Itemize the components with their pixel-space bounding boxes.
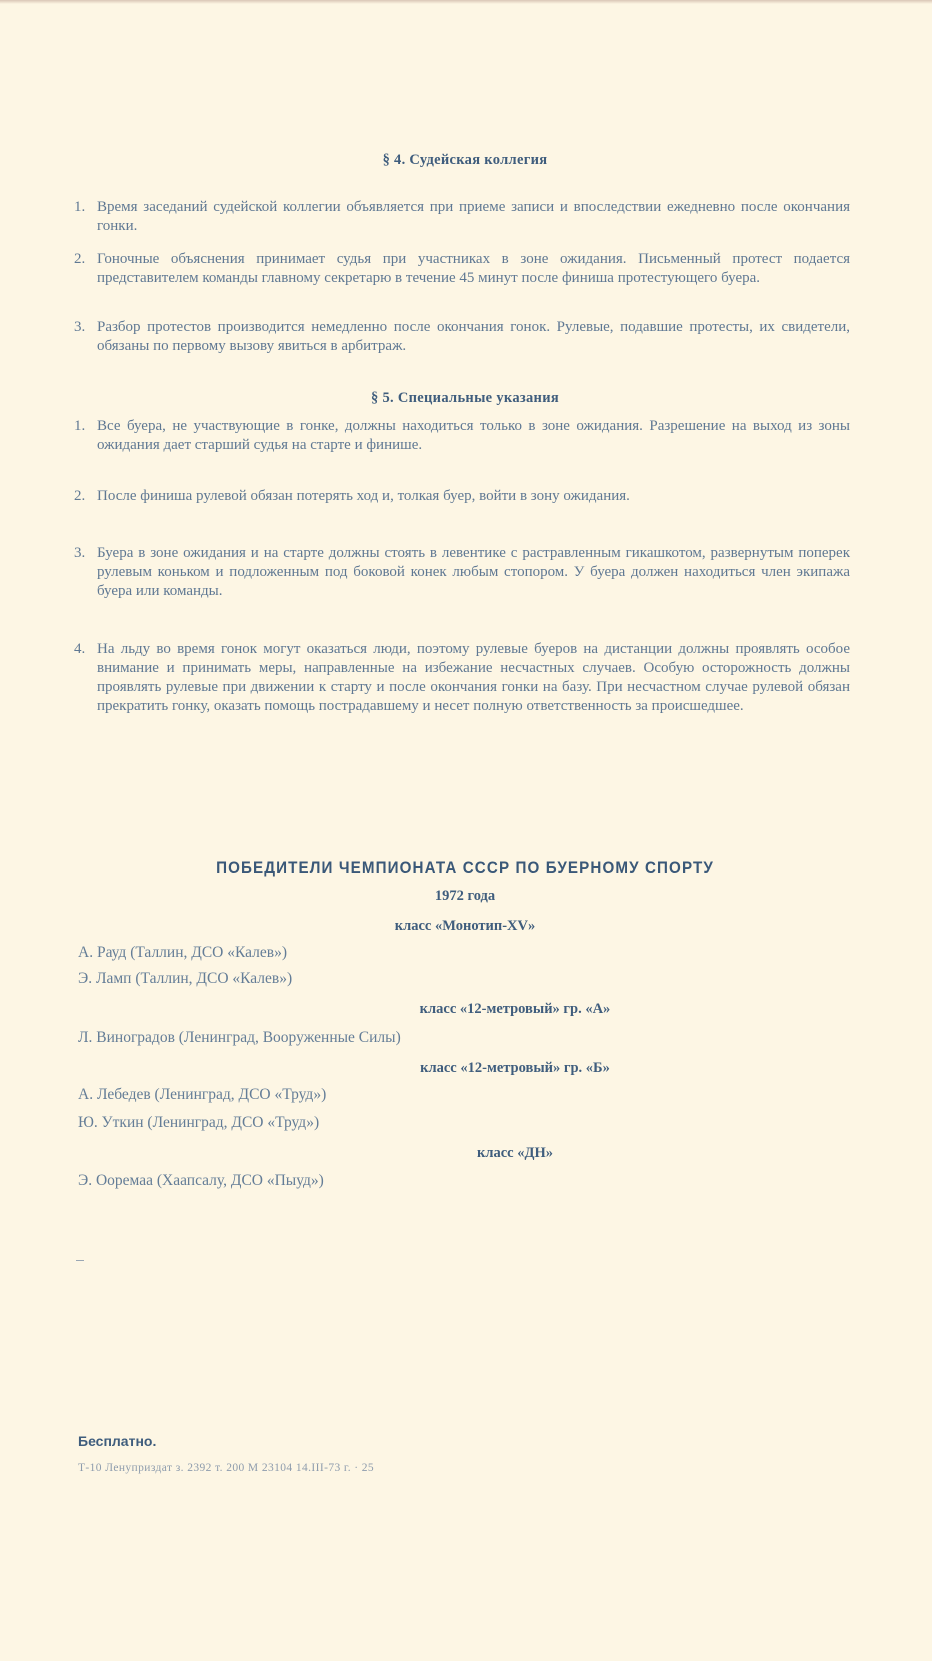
winner-name: Л. Виноградов (Ленинград, Вооруженные Силы) [78,1029,401,1046]
section-4-item-3 [74,318,850,356]
winner-name: А. Лебедев (Ленинград, ДСО «Труд») [78,1086,327,1103]
item-text: Буера в зоне ожидания и на старте должны стоять в левентике с растравленным гикашкотом, развернутым поперек рулевым коньком и подложенным под боковой конек любым стопором. У буера должен находиться член экипажа буера или команды. [97,545,850,599]
winners-title: ПОБЕДИТЕЛИ ЧЕМПИОНАТА СССР ПО БУЕРНОМУ СПОРТУ [216,859,714,877]
imprint-line: Т-10 Ленуприздат з. 2392 т. 200 М 23104 14.III-73 г. · 25 [78,1462,375,1474]
item-number: 1. [74,199,86,215]
winner-name: А. Рауд (Таллин, ДСО «Калев») [78,944,287,961]
item-number: 2. [74,488,86,504]
section-5-heading: § 5. Специальные указания [370,390,560,406]
item-number: 3. [74,545,86,561]
stray-mark [76,1260,84,1261]
item-number: 2. [74,251,86,267]
item-text: Разбор протестов производится немедленно после окончания гонок. Рулевые, подавшие протесты, их свидетели, обязаны по первому вызову явиться в арбитраж. [97,319,850,354]
section-4-item-1 [74,198,850,236]
item-number: 4. [74,641,86,657]
winners-year: 1972 года [434,888,496,904]
winner-name: Э. Ламп (Таллин, ДСО «Калев») [78,970,293,987]
item-text: После финиша рулевой обязан потерять ход и, толкая буер, войти в зону ожидания. [97,488,630,504]
item-number: 3. [74,319,86,335]
section-5-item-1 [74,417,850,455]
item-text: На льду во время гонок могут оказаться люди, поэтому рулевые буеров на дистанции должны проявлять особое внимание и принимать меры, направленные на избежание несчастных случаев. Особую осторожность должны проявлять рулевые при движении к старту и после окончания гонки на базу. При несчастном случае рулевой обязан прекратить гонку, оказать помощь пострадавшему и несет полную ответственность за происшедшее. [97,641,850,714]
item-text: Гоночные объяснения принимает судья при участниках в зоне ожидания. Письменный протест подается представителем команды главному секретарю в течение 45 минут после финиша протестующего буера. [97,251,850,286]
item-text: Все буера, не участвующие в гонке, должны находиться только в зоне ожидания. Разрешение на выход из зоны ожидания дает старший судья на старте и финише. [97,418,850,453]
winner-name: Ю. Уткин (Ленинград, ДСО «Труд») [78,1114,320,1131]
item-number: 1. [74,418,86,434]
price-note: Бесплатно. [78,1433,157,1449]
winner-name: Э. Ооремаа (Хаапсалу, ДСО «Пыуд») [78,1172,324,1189]
class-label-12m-b: класс «12-метровый» гр. «Б» [420,1060,610,1076]
section-4-item-2 [74,250,850,288]
section-5-item-2 [74,487,850,506]
page-top-edge [0,0,932,4]
class-label-monotype: класс «Монотип-XV» [394,918,536,934]
class-label-12m-a: класс «12-метровый» гр. «А» [419,1001,611,1017]
item-text: Время заседаний судейской коллегии объявляется при приеме записи и впоследствии ежедневно после окончания гонки. [97,199,850,234]
section-4-heading: § 4. Судейская коллегия [382,152,548,168]
section-5-item-4 [74,640,850,716]
section-5-item-3 [74,544,850,601]
class-label-dn: класс «ДН» [477,1145,553,1161]
